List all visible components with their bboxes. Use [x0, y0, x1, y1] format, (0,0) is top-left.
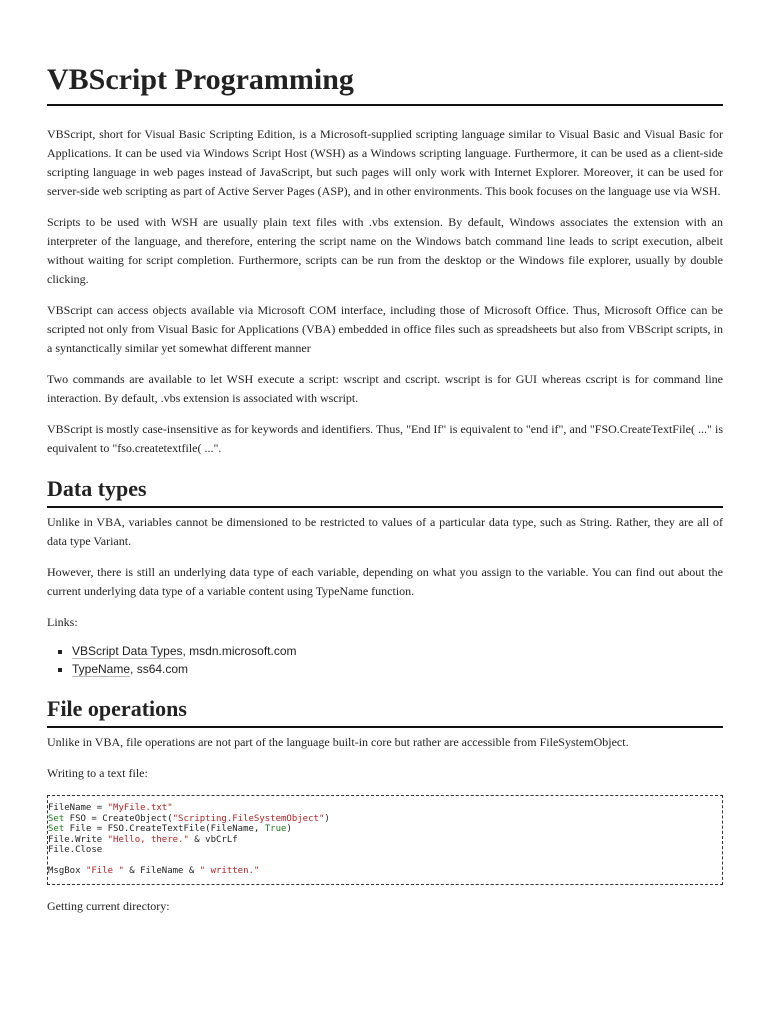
page-title: VBScript Programming	[47, 60, 723, 106]
link-source: , ss64.com	[130, 662, 189, 676]
data-types-paragraph-2: However, there is still an underlying data type of each variable, depending on what you assign to the variable. You can find out about the current underlying data type of a variable content using TypeName function.	[47, 565, 723, 598]
code-line-3: Set File = FSO.CreateTextFile(FileName, True)	[48, 824, 292, 834]
intro-paragraph-5: VBScript is mostly case-insensitive as for keywords and identifiers. Thus, "End If" is equivalent to "end if", and "FSO.CreateTextFile( ..." is equivalent to "fso.createtextfile( ...".	[47, 422, 723, 455]
link-source: , msdn.microsoft.com	[182, 644, 297, 658]
intro-paragraph-1: VBScript, short for Visual Basic Scripting Edition, is a Microsoft-supplied scripting language similar to Visual Basic and Visual Basic for Applications. It can be used via Windows Script Host (WSH) as a Windows scripting language. Furthermore, it can be used as a client-side scripting language in web pages instead of JavaScript, but such pages will only work with Internet Explorer. Moreover, it can be used for server-side web scripting as part of Active Server Pages (ASP), and in other environments. This book focuses on the language use via WSH.	[47, 127, 723, 198]
article-content	[47, 60, 723, 916]
file-operations-paragraph-3: Getting current directory:	[47, 898, 170, 913]
code-line-4: File.Write "Hello, there." & vbCrLf	[48, 834, 238, 845]
section-heading-data-types: Data types	[47, 474, 723, 508]
intro-paragraph-3: VBScript can access objects available via Microsoft COM interface, including those of Microsoft Office. Thus, Microsoft Office can be scripted not only from Visual Basic for Applications (VBA) embedded in office files such as spreadsheets but also from VBScript scripts, in a syntanctically similar yet somewhat different manner	[47, 303, 723, 355]
links-label: Links:	[47, 615, 78, 629]
file-operations-paragraph-2: Writing to a text file:	[47, 766, 148, 780]
link-typename[interactable]: TypeName	[72, 662, 131, 676]
links-list	[47, 642, 723, 678]
file-operations-paragraph-1: Unlike in VBA, file operations are not part of the language built-in core but rather are accessible from FileSystemObject.	[47, 735, 629, 749]
list-item	[72, 642, 723, 660]
code-line-2: Set FSO = CreateObject("Scripting.FileSystemObject")	[48, 813, 330, 824]
intro-paragraph-4: Two commands are available to let WSH execute a script: wscript and cscript. wscript is for GUI whereas cscript is for command line interaction. By default, .vbs extension is associated with wscript.	[47, 372, 723, 405]
code-line-6: MsgBox "File " & FileName & " written."	[48, 866, 260, 876]
section-heading-file-operations: File operations	[47, 694, 723, 728]
link-vbscript-data-types[interactable]: VBScript Data Types	[72, 644, 183, 658]
list-item	[72, 660, 723, 678]
data-types-paragraph-1: Unlike in VBA, variables cannot be dimensioned to be restricted to values of a particular data type, such as String. Rather, they are all of data type Variant.	[47, 515, 723, 548]
code-block	[47, 795, 723, 885]
intro-paragraph-2: Scripts to be used with WSH are usually plain text files with .vbs extension. By default, Windows associates the extension with an interpreter of the language, and therefore, entering the script name on the Windows batch command line leads to script execution, albeit without waiting for script completion. Furthermore, scripts can be run from the desktop or the Windows file explorer, usually by double clicking.	[47, 215, 723, 286]
code-line-5: File.Close	[48, 845, 103, 855]
code-line-1: FileName = "MyFile.txt"	[48, 803, 173, 813]
